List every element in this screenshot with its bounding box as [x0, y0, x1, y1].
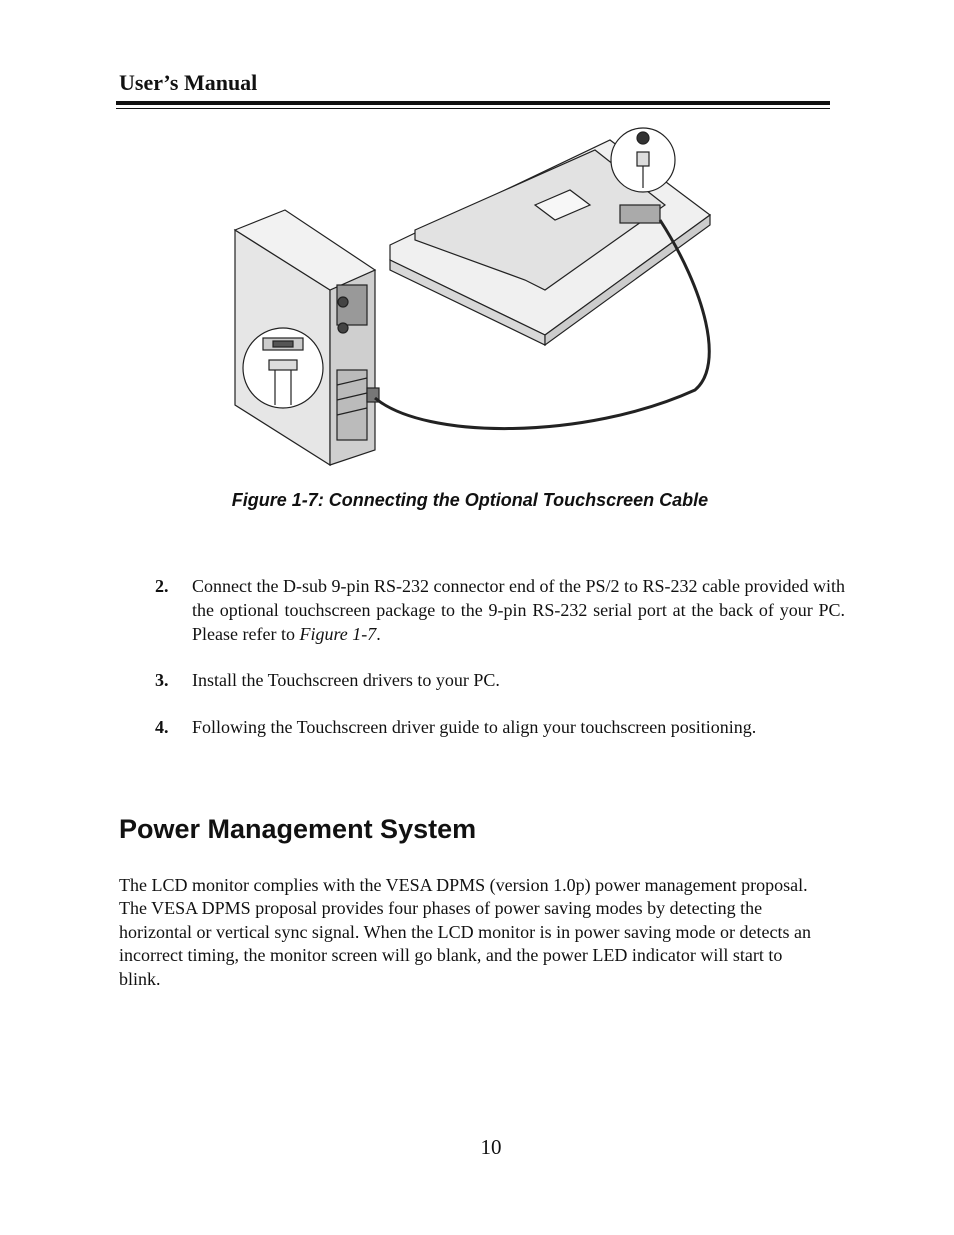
step-2	[155, 574, 845, 646]
header-rule-thin	[116, 108, 830, 109]
header-rule-thick	[116, 101, 830, 105]
manual-header-title: User’s Manual	[119, 70, 258, 95]
step-text: Connect the D-sub 9-pin RS-232 connector end of the PS/2 to RS-232 cable provided with the optional touchscreen package to the 9-pin RS-232 serial port at the back of your PC. Please refer to Figure 1-7.	[192, 576, 845, 644]
step-number: 4.	[155, 717, 169, 737]
section-title: Power Management System	[119, 814, 477, 844]
touchscreen-cable-illustration	[225, 120, 725, 470]
step-3	[155, 668, 845, 692]
figure-caption: Figure 1-7: Connecting the Optional Touchscreen Cable	[231, 490, 709, 510]
step-number: 3.	[155, 670, 169, 690]
figure-reference: Figure 1-7	[299, 624, 377, 644]
step-number: 2.	[155, 576, 169, 596]
step-text: Following the Touchscreen driver guide to align your touchscreen positioning.	[192, 717, 757, 737]
section-paragraph: The LCD monitor complies with the VESA DPMS (version 1.0p) power management proposal. The VESA DPMS proposal provides four phases of power saving modes by detecting the horizontal or vertical sync signal. When the LCD monitor is in power saving mode or detects an incorrect timing, the monitor screen will go blank, and the power LED indicator will start to blink.	[119, 875, 811, 989]
step-4	[155, 715, 775, 739]
page-number: 10	[480, 1135, 502, 1159]
step-text: Install the Touchscreen drivers to your PC.	[192, 670, 500, 690]
